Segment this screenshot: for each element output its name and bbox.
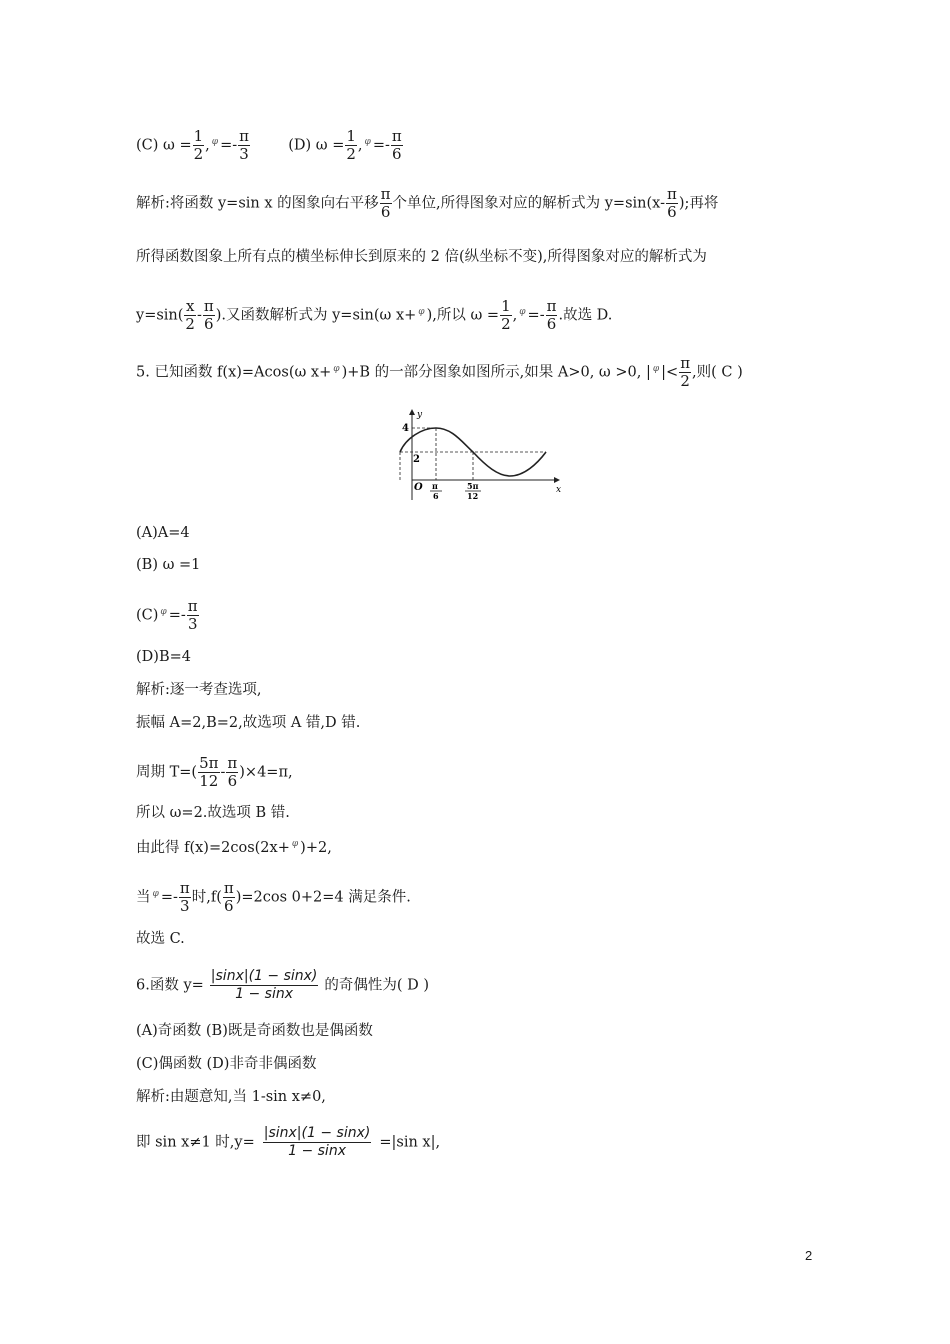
x-tick-5pi12-num: 5π: [467, 481, 479, 491]
phi-symbol: φ: [333, 363, 340, 374]
option-b: (B) ω =1: [136, 557, 201, 573]
fraction: $\frac{\pi}{6}$: [227, 754, 238, 790]
fraction: $\frac{\pi}{2}$: [680, 354, 691, 390]
fraction: $\frac{1}{2}$: [193, 127, 204, 163]
fraction: $\frac{1}{2}$: [501, 297, 511, 333]
solution5-line6: 当 $^\varphi$ =- $\frac{\pi}{3}$ 时,f( $\frac{\pi}{6}$ )=2cos 0+2=4 满足条件.: [136, 879, 411, 915]
option-c: (C) $^\varphi$ =- $\frac{\pi}{3}$: [136, 597, 198, 633]
fraction: $\frac{x}{2}$: [185, 297, 195, 333]
fraction: $\frac{\pi}{6}$: [666, 185, 677, 221]
phi-symbol: φ: [652, 363, 660, 374]
solution5-line3: 周期 T=( $\frac{5\pi}{12}$ - $\frac{\pi}{6}$ )×4=π,: [136, 754, 293, 790]
x-tick-pi6-num: π: [432, 481, 438, 491]
solution4-line3: y=sin( $\frac{x}{2}$ - $\frac{\pi}{6}$ ).又函数解析式为 y=sin(ω x+ $^\varphi$ ),所以 ω = $\frac{1}{2}$ , $^\varphi$ =- $\frac{\pi}{6}$ .故选 D.: [136, 297, 613, 333]
solution4-line2: 所得函数图象上所有点的横坐标伸长到原来的 2 倍(纵坐标不变),所得图象对应的解析式为: [136, 249, 707, 265]
phi-symbol: φ: [291, 839, 299, 849]
fraction: $\frac{5\pi}{12}$: [199, 754, 219, 790]
x-axis-arrow: [554, 477, 560, 483]
question5: 5. 已知函数 f(x)=Acos(ω x+ $^\varphi$ )+B 的一部分图象如图所示,如果 A>0, ω >0, | $^\varphi$ |< $\frac{\pi}{2}$ ,则( C ): [136, 354, 743, 390]
page-number: 2: [805, 1248, 813, 1263]
x-axis-label: x: [556, 485, 562, 495]
q6-options-cd: (C)偶函数 (D)非奇非偶函数: [136, 1056, 317, 1072]
solution6-line2: 即 sin x≠1 时,y= $\frac{|\sin x|(1 - \sin x)}{1 - \sin x}$ =|sin x|,: [136, 1125, 441, 1159]
solution5-line2: 振幅 A=2,B=2,故选项 A 错,D 错.: [136, 715, 361, 731]
fraction: $\frac{\pi}{3}$: [239, 127, 249, 163]
y-axis-arrow: [409, 409, 415, 415]
y-tick-4: 4: [402, 423, 409, 434]
solution4-line1: 解析:将函数 y=sin x 的图象向右平移 $\frac{\pi}{6}$ 个单位,所得图象对应的解析式为 y=sin(x- $\frac{\pi}{6}$ );再将: [136, 185, 719, 221]
fraction: $\frac{\pi}{6}$: [223, 879, 234, 915]
option-c-label: (C) ω =: [136, 137, 192, 154]
x-tick-5pi12-den: 12: [467, 491, 479, 501]
fraction: $\frac{\pi}{3}$: [179, 879, 190, 915]
option-d: (D)B=4: [136, 649, 191, 665]
q6-options-ab: (A)奇函数 (B)既是奇函数也是偶函数: [136, 1023, 373, 1039]
fraction: $\frac{\pi}{3}$: [187, 597, 198, 633]
origin-label: O: [414, 482, 423, 493]
y-axis-label: y: [417, 410, 423, 420]
phi-symbol: φ: [364, 136, 371, 147]
solution5-line4: 所以 ω=2.故选项 B 错.: [136, 805, 290, 821]
fraction: $\frac{\pi}{6}$: [203, 297, 214, 333]
phi-symbol: φ: [418, 306, 425, 317]
cosine-graph: [392, 406, 562, 506]
fraction: $\frac{\pi}{6}$: [380, 185, 391, 221]
fraction: $\frac{\pi}{6}$: [546, 297, 557, 333]
solution5-line7: 故选 C.: [136, 931, 185, 947]
solution5-line5: 由此得 f(x)=2cos(2x+ $^\varphi$ )+2,: [136, 839, 332, 856]
fraction: $\frac{|\sin x|(1 - \sin x)}{1 - \sin x}$: [210, 968, 318, 1002]
phi-symbol: φ: [211, 136, 219, 147]
x-tick-pi6-den: 6: [433, 491, 439, 501]
phi-symbol: φ: [160, 606, 167, 617]
y-tick-2: 2: [413, 454, 420, 465]
solution6-line1: 解析:由题意知,当 1-sin x≠0,: [136, 1089, 326, 1105]
phi-symbol: φ: [152, 888, 159, 899]
fraction: $\frac{1}{2}$: [346, 127, 356, 163]
phi-symbol: φ: [519, 306, 526, 317]
option-a: (A)A=4: [136, 525, 190, 541]
fraction: $\frac{\pi}{6}$: [391, 127, 402, 163]
option-line-cd: (C) ω = $\frac{1}{2}$ , $^\varphi$ =- $\frac{\pi}{3}$ (D) ω = $\frac{1}{2}$ , $^\varphi$ =- $\frac{\pi}{6}$: [136, 127, 402, 163]
question6: 6.函数 y= $\frac{|\sin x|(1 - \sin x)}{1 - \sin x}$ 的奇偶性为( D ): [136, 968, 430, 1002]
solution5-line1: 解析:逐一考查选项,: [136, 682, 262, 698]
fraction: $\frac{|\sin x|(1 - \sin x)}{1 - \sin x}$: [263, 1125, 371, 1159]
option-d-label: (D) ω =: [288, 137, 345, 154]
